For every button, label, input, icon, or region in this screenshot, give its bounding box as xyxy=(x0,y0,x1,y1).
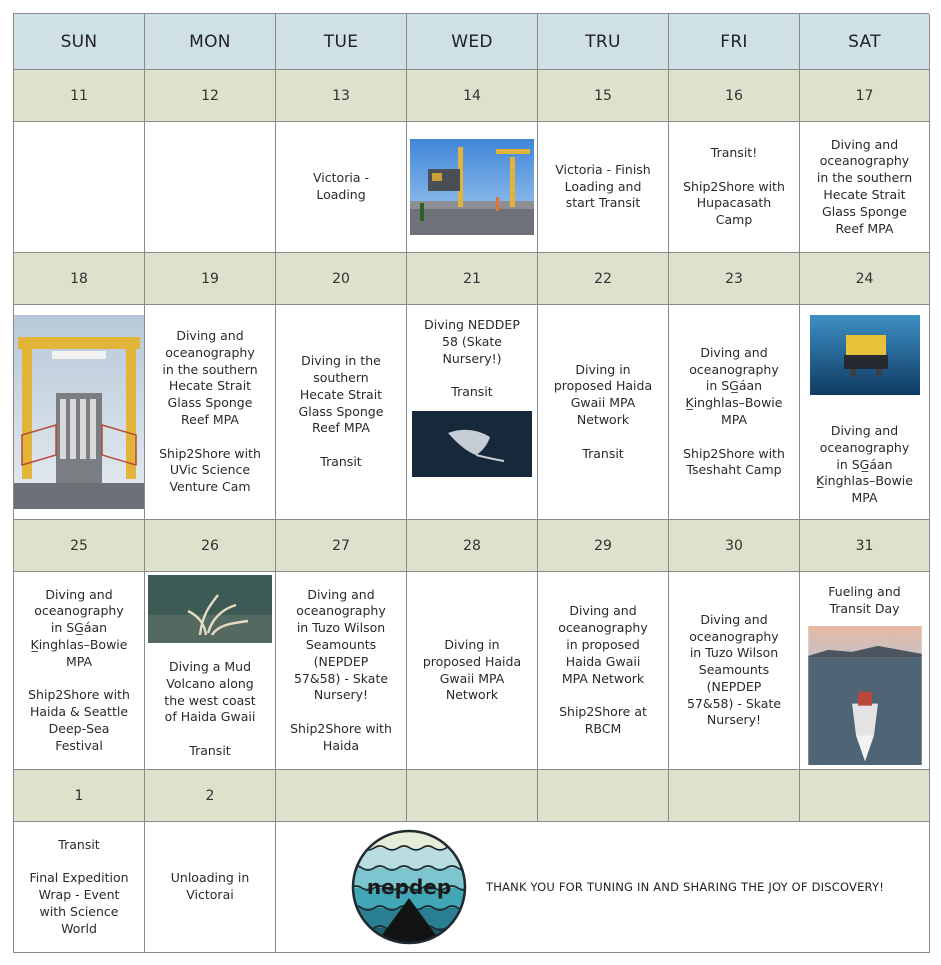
event-text: Transit Final Expedition Wrap - Event with Science World xyxy=(29,836,129,936)
event-cell xyxy=(538,122,669,253)
thank-you-message: THANK YOU FOR TUNING IN AND SHARING THE JOY OF DISCOVERY! xyxy=(486,879,885,894)
logo-text: nepdep xyxy=(366,875,452,899)
date-cell-empty xyxy=(276,770,407,822)
date-cell: 18 xyxy=(14,253,145,305)
footer-banner xyxy=(276,822,930,953)
date-cell: 29 xyxy=(538,520,669,572)
event-cell xyxy=(145,305,276,520)
day-header-thu: TRU xyxy=(538,14,669,70)
event-cell xyxy=(145,572,276,770)
date-cell: 14 xyxy=(407,70,538,122)
day-header-sat: SAT xyxy=(800,14,930,70)
date-cell: 25 xyxy=(14,520,145,572)
event-cell xyxy=(407,305,538,520)
nepdep-logo xyxy=(350,828,468,946)
date-cell: 27 xyxy=(276,520,407,572)
date-cell-empty xyxy=(669,770,800,822)
date-cell: 22 xyxy=(538,253,669,305)
deck-crane-photo xyxy=(410,139,534,235)
event-cell xyxy=(14,305,145,520)
date-cell: 21 xyxy=(407,253,538,305)
sponge-seafloor-photo xyxy=(148,575,272,643)
event-text: Diving and oceanography in Tuzo Wilson Seamounts (NEPDEP 57&58) - Skate Nursery! xyxy=(686,611,782,728)
event-text: Victoria - Loading xyxy=(313,170,369,202)
ctd-rosette-photo xyxy=(14,315,144,509)
date-cell: 12 xyxy=(145,70,276,122)
event-cell xyxy=(800,572,930,770)
day-header-mon: MON xyxy=(145,14,276,70)
day-header-wed: WED xyxy=(407,14,538,70)
rov-photo xyxy=(810,315,920,395)
event-cell xyxy=(800,122,930,253)
event-text: Diving and oceanography in the southern Hecate Strait Glass Sponge Reef MPA Ship2Shore with UVic Science Venture Cam xyxy=(159,328,261,495)
event-text: Victoria - Finish Loading and start Transit xyxy=(555,161,651,211)
event-cell xyxy=(538,305,669,520)
event-cell xyxy=(538,572,669,770)
date-cell: 24 xyxy=(800,253,930,305)
event-cell xyxy=(14,822,145,953)
date-cell: 23 xyxy=(669,253,800,305)
event-text: Diving and oceanography in SG̲áan K̲inghlas–Bowie MPA Ship2Shore with Tseshaht Camp xyxy=(683,344,785,478)
date-cell-empty xyxy=(800,770,930,822)
event-cell xyxy=(276,122,407,253)
date-cell: 28 xyxy=(407,520,538,572)
date-cell: 2 xyxy=(145,770,276,822)
event-text: Unloading in Victorai xyxy=(170,870,250,902)
event-text: Diving and oceanography in SG̲áan K̲inghlas–Bowie MPA xyxy=(816,423,913,506)
event-cell xyxy=(276,305,407,520)
date-cell: 15 xyxy=(538,70,669,122)
event-cell xyxy=(669,572,800,770)
event-cell xyxy=(669,122,800,253)
event-cell xyxy=(14,572,145,770)
skate-photo xyxy=(412,411,532,477)
event-cell xyxy=(800,305,930,520)
event-text: Diving in proposed Haida Gwaii MPA Network Transit xyxy=(553,361,653,461)
date-cell: 31 xyxy=(800,520,930,572)
date-cell: 20 xyxy=(276,253,407,305)
event-cell xyxy=(669,305,800,520)
event-text: Diving and oceanography in proposed Haida Gwaii MPA Network Ship2Shore at RBCM xyxy=(558,603,648,736)
event-text: Fueling and Transit Day xyxy=(828,584,901,616)
event-cell xyxy=(276,572,407,770)
day-header-fri: FRI xyxy=(669,14,800,70)
date-cell: 16 xyxy=(669,70,800,122)
day-header-tue: TUE xyxy=(276,14,407,70)
event-cell-empty xyxy=(14,122,145,253)
event-text: Diving and oceanography in the southern Hecate Strait Glass Sponge Reef MPA xyxy=(816,136,913,236)
event-text: Diving and oceanography in Tuzo Wilson Seamounts (NEPDEP 57&58) - Skate Nursery! Ship2Shore with Haida xyxy=(290,586,392,753)
date-cell-empty xyxy=(538,770,669,822)
ship-photo xyxy=(808,626,922,765)
date-cell: 17 xyxy=(800,70,930,122)
event-text: Diving in proposed Haida Gwaii MPA Network xyxy=(422,636,522,703)
event-cell xyxy=(145,822,276,953)
date-cell: 26 xyxy=(145,520,276,572)
date-cell: 1 xyxy=(14,770,145,822)
event-text: Diving NEDDEP 58 (Skate Nursery!) Transit xyxy=(424,317,520,400)
date-cell: 13 xyxy=(276,70,407,122)
event-cell-empty xyxy=(145,122,276,253)
event-text: Diving and oceanography in SG̲áan K̲inghlas–Bowie MPA Ship2Shore with Haida & Seattle Deep-Sea Festival xyxy=(28,586,130,753)
date-cell: 11 xyxy=(14,70,145,122)
event-text: Diving in the southern Hecate Strait Glass Sponge Reef MPA Transit xyxy=(298,353,384,469)
date-cell-empty xyxy=(407,770,538,822)
event-cell xyxy=(407,572,538,770)
event-text: Diving a Mud Volcano along the west coast of Haida Gwaii Transit xyxy=(164,659,256,758)
event-text: Transit! Ship2Shore with Hupacasath Camp xyxy=(683,145,785,228)
date-cell: 30 xyxy=(669,520,800,572)
calendar-grid xyxy=(13,13,929,953)
event-cell xyxy=(407,122,538,253)
day-header-sun: SUN xyxy=(14,14,145,70)
date-cell: 19 xyxy=(145,253,276,305)
